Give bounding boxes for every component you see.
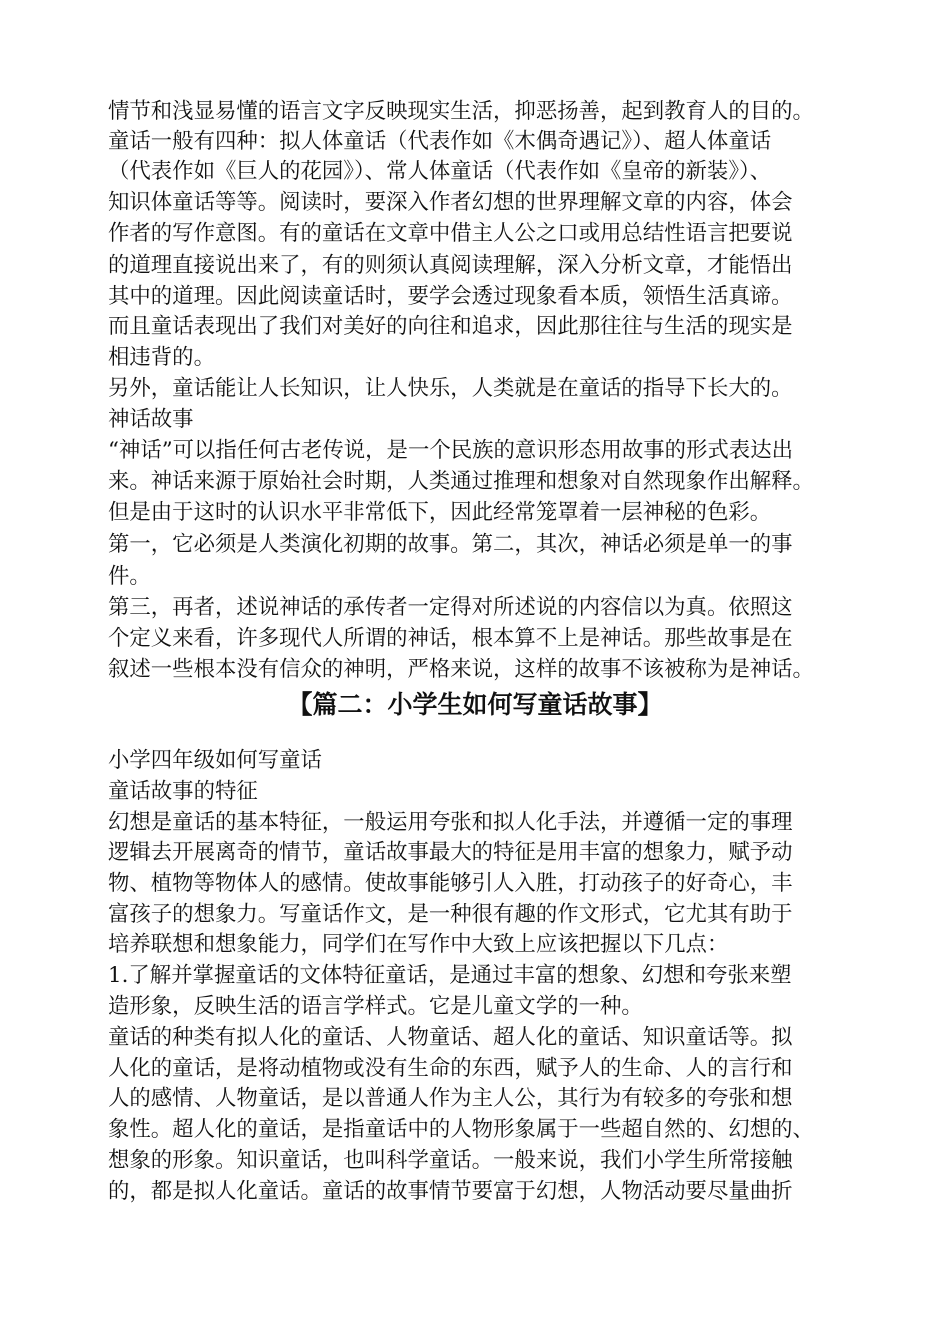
paragraph-line: 培养联想和想象能力，同学们在写作中大致上应该把握以下几点：	[108, 932, 729, 957]
paragraph-line: 第三，再者，述说神话的承传者一定得对所述说的内容信以为真。依照这	[108, 595, 793, 620]
paragraph-line: 造形象，反映生活的语言学样式。它是儿童文学的一种。	[108, 994, 643, 1019]
paragraph-line: 物、植物等物体人的感情。使故事能够引人入胜，打动孩子的好奇心，丰	[108, 871, 793, 896]
paragraph-line: 另外，童话能让人长知识，让人快乐，人类就是在童话的指导下长大的。	[108, 376, 793, 401]
subheading-line: 小学四年级如何写童话	[108, 748, 322, 773]
paragraph-line: 的，都是拟人化童话。童话的故事情节要富于幻想，人物活动要尽量曲折	[108, 1179, 793, 1204]
paragraph-line: 人化的童话，是将动植物或没有生命的东西，赋予人的生命、人的言行和	[108, 1056, 793, 1081]
paragraph-line: 相违背的。	[108, 345, 215, 370]
subheading-line: 神话故事	[108, 407, 194, 432]
paragraph-line: 情节和浅显易懂的语言文字反映现实生活，抑恶扬善，起到教育人的目的。	[108, 99, 814, 124]
paragraph-line: 想象的形象。知识童话，也叫科学童话。一般来说，我们小学生所常接触	[108, 1148, 793, 1173]
paragraph-line: 其中的道理。因此阅读童话时，要学会透过现象看本质，领悟生活真谛。	[108, 284, 793, 309]
paragraph-line: 逻辑去开展离奇的情节，童话故事最大的特征是用丰富的想象力，赋予动	[108, 840, 793, 865]
paragraph-line: 件。	[108, 564, 151, 589]
paragraph-line: 人的感情、人物童话，是以普通人作为主人公，其行为有较多的夸张和想	[108, 1086, 793, 1111]
paragraph-line: 的道理直接说出来了，有的则须认真阅读理解，深入分析文章，才能悟出	[108, 253, 793, 278]
paragraph-line: 童话一般有四种：拟人体童话（代表作如《木偶奇遇记》）、超人体童话	[108, 129, 772, 154]
paragraph-line: 富孩子的想象力。写童话作文，是一种很有趣的作文形式，它尤其有助于	[108, 902, 793, 927]
paragraph-line: 作者的写作意图。有的童话在文章中借主人公之口或用总结性语言把要说	[108, 221, 793, 246]
paragraph-line: 第一，它必须是人类演化初期的故事。第二，其次，神话必须是单一的事	[108, 532, 793, 557]
paragraph-line: “神话”可以指任何古老传说，是一个民族的意识形态用故事的形式表达出	[108, 438, 793, 463]
section-heading: 【篇二：小学生如何写童话故事】	[287, 690, 663, 719]
paragraph-line: 象性。超人化的童话，是指童话中的人物形象属于一些超自然的、幻想的、	[108, 1117, 814, 1142]
paragraph-line: 知识体童话等等。阅读时，要深入作者幻想的世界理解文章的内容，体会	[108, 190, 793, 215]
paragraph-line: 童话的种类有拟人化的童话、人物童话、超人化的童话、知识童话等。拟	[108, 1025, 793, 1050]
paragraph-line: 而且童话表现出了我们对美好的向往和追求，因此那往往与生活的现实是	[108, 314, 793, 339]
paragraph-line: 来。神话来源于原始社会时期，人类通过推理和想象对自然现象作出解释。	[108, 469, 814, 494]
paragraph-line: （代表作如《巨人的花园》）、常人体童话（代表作如《皇帝的新装》）、	[108, 159, 772, 184]
paragraph-line: 叙述一些根本没有信众的神明，严格来说，这样的故事不该被称为是神话。	[108, 657, 814, 682]
subheading-line: 童话故事的特征	[108, 779, 258, 804]
paragraph-line: 幻想是童话的基本特征，一般运用夸张和拟人化手法，并遵循一定的事理	[108, 810, 793, 835]
paragraph-line: 个定义来看，许多现代人所谓的神话，根本算不上是神话。那些故事是在	[108, 626, 793, 651]
paragraph-line: 1.了解并掌握童话的文体特征童话，是通过丰富的想象、幻想和夸张来塑	[108, 963, 792, 988]
paragraph-line: 但是由于这时的认识水平非常低下，因此经常笼罩着一层神秘的色彩。	[108, 500, 772, 525]
